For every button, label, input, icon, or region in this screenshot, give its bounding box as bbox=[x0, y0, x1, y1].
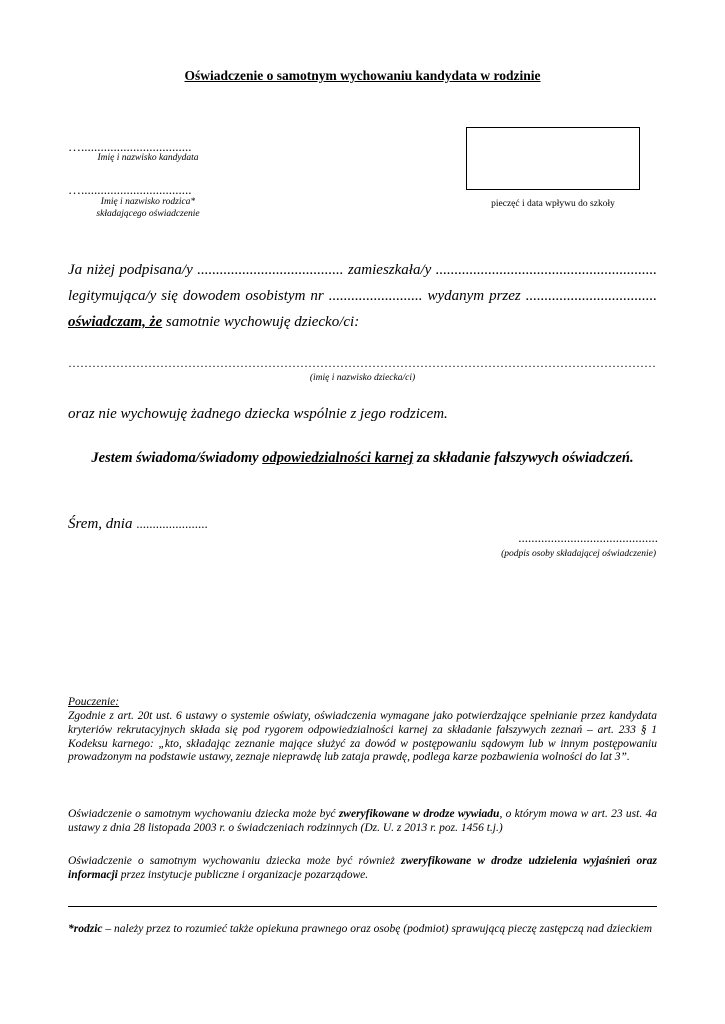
declaration-line-3 bbox=[68, 314, 359, 331]
statement-part-2: za składanie fałszywych oświadczeń. bbox=[416, 450, 634, 466]
place-date bbox=[68, 516, 208, 533]
candidate-name-field[interactable]: ….................................. bbox=[68, 139, 192, 154]
footnote-divider bbox=[68, 906, 657, 907]
verification-1-bold: zweryfikowane w drodze wywiadu bbox=[338, 808, 500, 820]
declare-rest: samotnie wychowuję dziecko/ci: bbox=[165, 314, 360, 330]
signature-field[interactable]: ........................................... bbox=[518, 530, 658, 545]
declaration-line-2 bbox=[68, 288, 657, 305]
verification-1-text: Oświadczenie o samotnym wychowaniu dziecka może być bbox=[68, 808, 336, 820]
parent-name-caption-1: Imię i nazwisko rodzica* bbox=[100, 197, 196, 207]
residence-label: zamieszkała/y bbox=[347, 262, 432, 278]
declaration-line-4: oraz nie wychowuję żadnego dziecka wspólnie z jego rodzicem. bbox=[68, 406, 448, 422]
parent-name-field[interactable]: ….................................. bbox=[68, 182, 192, 197]
verification-paragraph-2 bbox=[68, 855, 657, 883]
declarant-label: Ja niżej podpisana/y bbox=[68, 262, 193, 278]
notice-text: Zgodnie z art. 20t ust. 6 ustawy o systemie oświaty, oświadczenia wymagane jako potwierdzające spełnianie przez kandydata kryteriów rekrutacyjnych składa się pod rygorem odpowiedzialności karnej za składanie fałszywych zeznań – art. 233 § 1 Kodeksu karnego: „kto, składając zeznanie mające służyć za dowód w postępowaniu sądowym lub w innym postępowaniu prowadzonym na podstawie ustawy, zeznaje nieprawdę lub zataja prawdę, podlega karze pozbawienia wolności do lat 3”. bbox=[68, 710, 657, 764]
place-date-label: Śrem, dnia bbox=[68, 516, 133, 532]
stamp-caption: pieczęć i data wpływu do szkoły bbox=[491, 199, 615, 209]
footnote bbox=[68, 922, 657, 936]
statement-underlined: odpowiedzialności karnej bbox=[262, 450, 414, 466]
date-field[interactable]: ...................... bbox=[136, 516, 208, 531]
issued-by-label: wydanym przez bbox=[427, 288, 521, 304]
responsibility-statement bbox=[0, 450, 725, 467]
parent-name-caption-2: składającego oświadczenie bbox=[96, 209, 200, 219]
notice-heading-text: Pouczenie: bbox=[68, 696, 120, 708]
child-name-field[interactable]: ………………………………………………………………………………………………………………………………… bbox=[68, 356, 656, 370]
declare-bold: oświadczam, że bbox=[68, 314, 163, 330]
verification-1-rest: , o którym mowa w art. 23 ust. 4a ustawy z dnia 28 listopada 2003 r. o świadczeniach rodzinnych (Dz. U. z 2013 r. poz. 1456 t.j.) bbox=[68, 808, 657, 834]
id-card-label: legitymująca/y się dowodem osobistym nr bbox=[68, 288, 324, 304]
footnote-text: – należy przez to rozumieć także opiekuna prawnego oraz osobę (podmiot) sprawującą pieczę zastępczą nad dzieckiem bbox=[105, 923, 653, 935]
id-card-field[interactable]: ......................... bbox=[328, 288, 423, 304]
child-name-caption: (imię i nazwisko dziecka/ci) bbox=[309, 373, 416, 383]
candidate-name-caption: Imię i nazwisko kandydata bbox=[97, 153, 199, 163]
verification-2-rest: przez instytucje publiczne i organizacje pozarządowe. bbox=[120, 868, 369, 881]
footnote-bold: *rodzic bbox=[68, 923, 103, 935]
residence-field[interactable]: ........................................................... bbox=[435, 262, 657, 278]
verification-2-bold: zweryfikowane w drodze udzielenia wyjaśnień oraz informacji bbox=[68, 855, 657, 881]
notice-heading bbox=[68, 696, 657, 710]
verification-2-text: Oświadczenie o samotnym wychowaniu dziecka może być również bbox=[68, 855, 395, 867]
statement-part-1: Jestem świadoma/świadomy bbox=[91, 450, 259, 466]
signature-caption: (podpis osoby składającej oświadczenie) bbox=[501, 549, 656, 559]
document-title: Oświadczenie o samotnym wychowaniu kandydata w rodzinie bbox=[184, 68, 541, 83]
verification-paragraph-1 bbox=[68, 808, 657, 836]
stamp-box bbox=[466, 127, 640, 190]
issued-by-field[interactable]: ................................... bbox=[525, 288, 657, 304]
declarant-name-field[interactable]: ....................................... bbox=[197, 262, 344, 278]
declaration-line-1 bbox=[68, 262, 657, 279]
